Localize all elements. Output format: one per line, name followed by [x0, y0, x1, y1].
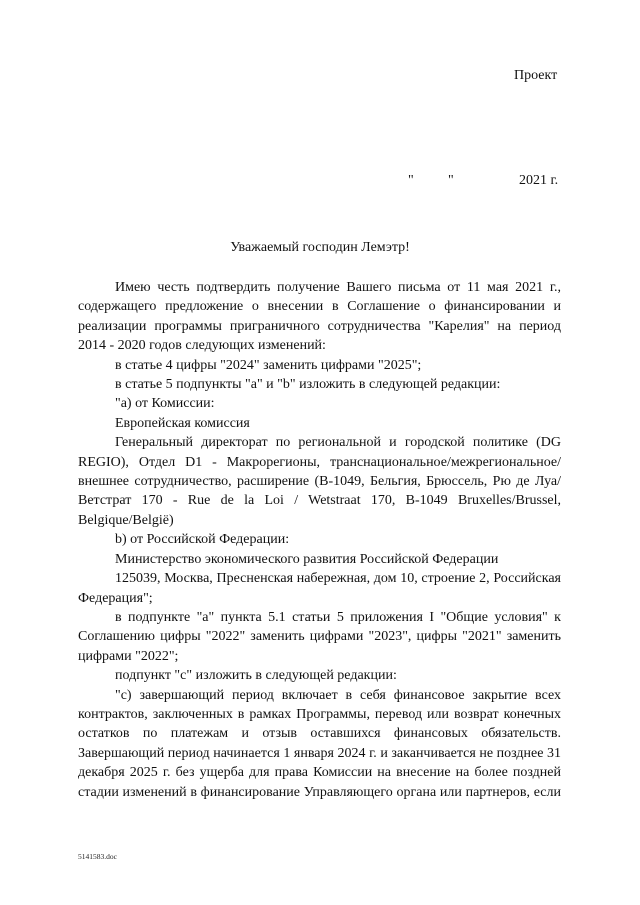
paragraph: "с) завершающий период включает в себя финансовое закрытие всех контрактов, заключенных в рамках Программы, перевод или возврат конечных остатков по платежам и отзыв оставшихся финансовых обязательств. Завершающий период начинается 1 января 2024 г. и заканчивается не позднее 31 декабря 2025 г. без ущерба для права Комиссии на внесение на более поздней стадии изменений в финансирование Управляющего органа или партнеров, если	[78, 687, 561, 800]
letter-body	[78, 278, 561, 802]
paragraph: подпункт "с" изложить в следующей редакции:	[115, 668, 397, 684]
paragraph: b) от Российской Федерации:	[115, 532, 290, 548]
paragraph: в подпункте "а" пункта 5.1 статьи 5 приложения I "Общие условия" к Соглашению цифры "2022" заменить цифрами "2023", цифры "2021" заменить цифрами "2022";	[78, 609, 561, 664]
paragraph: в статье 5 подпункты "а" и "b" изложить в следующей редакции:	[115, 377, 501, 393]
paragraph: "а) от Комиссии:	[115, 396, 215, 412]
paragraph: 125039, Москва, Пресненская набережная, дом 10, строение 2, Российская Федерация";	[78, 571, 561, 606]
document-code: 5141583.doc	[78, 852, 117, 861]
date-line	[404, 173, 564, 189]
paragraph: в статье 4 цифры "2024" заменить цифрами "2025";	[115, 357, 422, 373]
paragraph: Министерство экономического развития Российской Федерации	[115, 551, 499, 567]
paragraph: Европейская комиссия	[115, 415, 250, 431]
date-quote-close: "	[448, 173, 454, 188]
salutation: Уважаемый господин Лемэтр!	[230, 240, 410, 255]
date-quote-open: "	[408, 173, 414, 188]
draft-label: Проект	[514, 68, 558, 83]
paragraph: Имею честь подтвердить получение Вашего письма от 11 мая 2021 г., содержащего предложение о внесении в Соглашение о финансировании и реализации программы приграничного сотрудничества "Карелия" на период 2014 - 2020 годов следующих изменений:	[78, 280, 561, 354]
date-year: 2021 г.	[519, 173, 559, 188]
paragraph: Генеральный директорат по региональной и городской политике (DG REGIO), Отдел D1 - Макрорегионы, транснациональное/межрегиональное/ внешнее сотрудничество, расширение (B-1049, Бельгия, Брюссель, Рю де Луа/Ветстрат 170 - Rue de la Loi / Wetstraat 170, B-1049 Bruxelles/Brussel, Belgique/België)	[78, 435, 561, 528]
